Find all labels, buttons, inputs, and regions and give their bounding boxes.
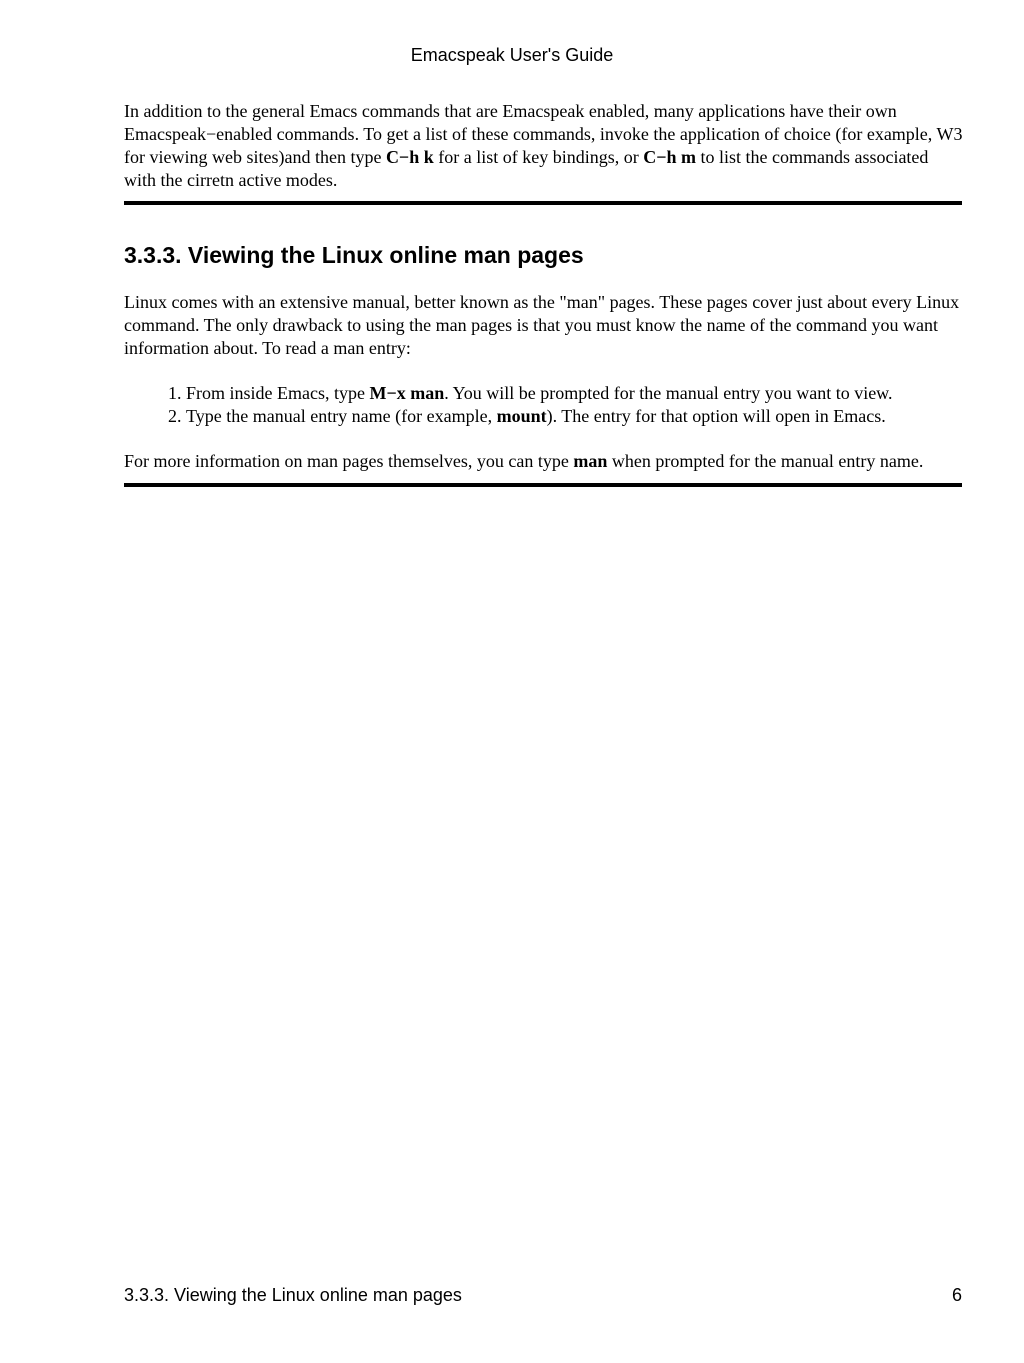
key-binding-mx-man: M−x man — [369, 383, 445, 403]
footer-section-title: 3.3.3. Viewing the Linux online man pages — [124, 1285, 462, 1305]
section-divider-top — [124, 201, 962, 205]
key-binding-ch-k: C−h k — [385, 147, 434, 167]
step-1-text-1: From inside Emacs, type — [186, 383, 370, 403]
page-number: 6 — [951, 1285, 962, 1305]
page-content — [124, 100, 964, 487]
section-divider-bottom — [124, 483, 962, 487]
example-mount: mount — [496, 406, 547, 426]
man-pages-paragraph: Linux comes with an extensive manual, better known as the "man" pages. These pages cover just about every Linux command. The only drawback to using the man pages is that you must know the name of the command you want information about. To read a man entry: — [124, 292, 960, 358]
intro-text-1: In addition to the general Emacs commands that are Emacspeak enabled, many applications have their own Emacspeak−enabled commands. To get a list of these commands, invoke the application of choice (for example, W3 for viewing web sites)and then type — [124, 101, 963, 167]
step-1-text-2: . You will be prompted for the manual entry you want to view. — [444, 383, 893, 403]
intro-text-2: for a list of key bindings, or — [433, 147, 644, 167]
command-man: man — [573, 451, 608, 471]
closing-paragraph — [124, 450, 964, 473]
running-header — [0, 44, 1024, 66]
intro-paragraph — [124, 100, 964, 192]
steps-list — [124, 382, 964, 428]
step-item-1 — [186, 382, 964, 405]
closing-text-2: when prompted for the manual entry name. — [607, 451, 924, 471]
step-item-2 — [186, 405, 964, 428]
key-binding-ch-m: C−h m — [643, 147, 696, 167]
step-2-text-2: ). The entry for that option will open in Emacs. — [546, 406, 886, 426]
step-2-text-1: Type the manual entry name (for example, — [186, 406, 497, 426]
closing-text-1: For more information on man pages themselves, you can type — [124, 451, 574, 471]
section-heading: 3.3.3. Viewing the Linux online man pages — [124, 242, 584, 268]
intro-text-3: to list the commands associated with the cirretn active modes. — [124, 147, 929, 190]
document-title: Emacspeak User's Guide — [410, 45, 614, 65]
running-footer — [124, 1284, 962, 1306]
